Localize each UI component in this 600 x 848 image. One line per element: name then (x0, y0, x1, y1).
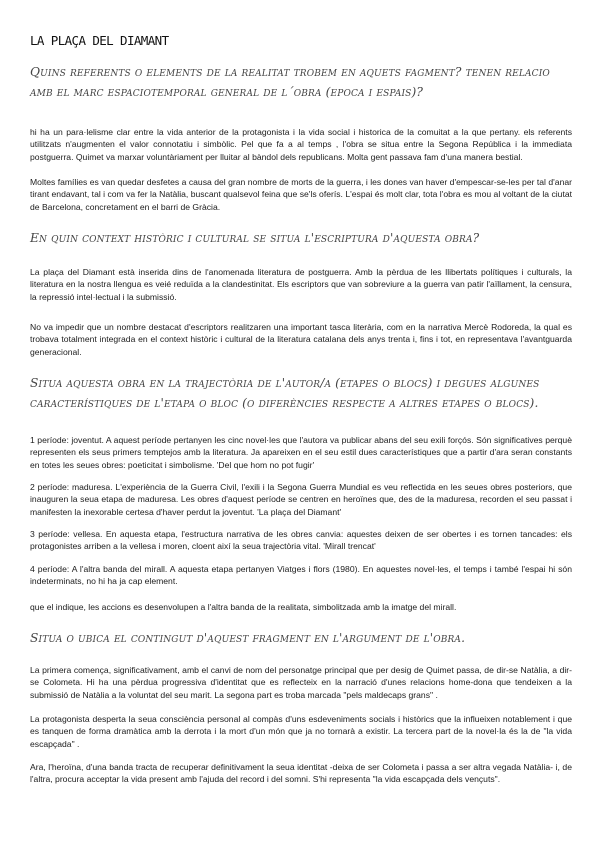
section-3-paragraph-3: 3 període: vellesa. En aquesta etapa, l'estructura narrativa de les obres canvia: aquestes deixen de ser obertes i es tornen tancades: els protagonistes arriben a la vellesa i moren, cloent així la seua trajectòria vital. 'Mirall trencat' (30, 529, 572, 552)
section-2-paragraph-1: La plaça del Diamant està inserida dins de l'anomenada literatura de postguerra. Amb la pèrdua de les llibertats polítiques i culturals, la literatura en la nostra llengua es veié reduïda a la clandestinitat. Els escriptors que van sobreviure a la guerra van patir l'aïllament, la censura, la repressió intel·lectual i la submissió. (30, 267, 572, 302)
section-2-paragraph-2: No va impedir que un nombre destacat d'escriptors realitzaren una important tasca literària, com en la narrativa Mercè Rodoreda, la qual es trobava totalment integrada en el context històric i cultural de la literatura catalana dels anys trenta i, fins i tot, en representava l'avantguarda generacional. (30, 322, 572, 357)
section-3-paragraph-5: que el indique, les accions es desenvolupen a l'altra banda de la realitata, simbolitzada amb la imatge del mirall. (30, 602, 457, 612)
section-4-heading: Situa o ubica el contingut d'aquest fragment en l'argument de l'obra. (30, 631, 466, 645)
section-4-paragraph-2: La protagonista desperta la seua consciència personal al compàs d'uns esdeveniments socials i històrics que la influeixen notablement i que es tanquen de forma dramàtica amb la derrota i la mort d'un món que ja no tornarà a existir. La tercera part de la novel·la és la de "la vida escapçada" . (30, 714, 572, 749)
section-1-heading: Quins referents o elements de la realitat trobem en aquets fagment? tenen relacio amb el marc espaciotemporal general de l´obra (epoca i espais)? (30, 65, 550, 99)
section-3-paragraph-4: 4 període: A l'altra banda del mirall. A aquesta etapa pertanyen Viatges i flors (1980). En aquestes novel·les, el temps i també l'espai hi són indeterminats, no hi ha ja cap element. (30, 564, 572, 587)
section-1-paragraph-1: hi ha un para·lelisme clar entre la vida anterior de la protagonista i la vida social i historica de la comuitat a la que pertany. els referents utilitzats n'augmenten el valor connotatiu i simbòlic. Pel que fa a al temps , l'obra se situa entre la Segona República i la immediata postguerra. Quimet va marxar voluntàriament per lluitar al bàndol dels republicans. Molta gent passava fam d'una manera bestial. (30, 127, 572, 162)
section-3-paragraph-2: 2 període: maduresa. L'experiència de la Guerra Civil, l'exili i la Segona Guerra Mundial es veu reflectida en les seues obres posteriors, que inauguren la seua etapa de maduresa. Les obres d'aquest període se centren en heroïnes que, des de la maduresa, recorden el seu passat i manifesten la inexorable certesa d'haver perdut la joventut. 'La plaça del Diamant' (30, 482, 572, 517)
section-4-paragraph-1: La primera comença, significativament, amb el canvi de nom del personatge principal que per desig de Quimet passa, de dir-se Natàlia, a dir-se Colometa. Hi ha una pèrdua progressiva d'identitat que es reflecteix en la narració d'unes relacions home-dona que tendeixen a la submissió de Natàlia a la voluntat del seu marit. La segona part es troba marcada "pels maldecaps grans" . (30, 665, 572, 700)
section-3-paragraph-1: 1 període: joventut. A aquest període pertanyen les cinc novel·les que l'autora va publicar abans del seu exili forçós. Són significatives perquè representen els seus primers temptejos amb la literatura. Ja apareixen en el seu estil dues característiques que a partir d'ara seran constants en totes les seues obres: poeticitat i simbolisme. 'Del que hom no pot fugir' (30, 435, 572, 470)
document-title: LA PLAÇA DEL DIAMANT (30, 33, 169, 48)
section-4-paragraph-3: Ara, l'heroïna, d'una banda tracta de recuperar definitivament la seua identitat -deixa de ser Colometa i passa a ser altra vegada Natàlia- i, de l'altra, procura acceptar la vida present amb l'ajuda del record i del somni. S'hi representa "la vida escapçada dels vençuts". (30, 762, 572, 785)
section-3-heading: Situa aquesta obra en la trajectòria de l'autor/a (etapes o blocs) i degues algunes característiques de l'etapa o bloc (o diferències respecte a altres etapes o blocs). (30, 376, 540, 410)
section-2-heading: En quin context històric i cultural se situa l'escriptura d'aquesta obra? (30, 231, 480, 245)
section-1-paragraph-2: Moltes famílies es van quedar desfetes a causa del gran nombre de morts de la guerra, i les dones van haver d'empescar-se-les per tal d'anar tirant endavant, tal i com va fer la Natàlia, buscant qualsevol feina que se'ls oferís. L'espai és molt clar, tota l'obra es mou al voltant de la ciutat de Barcelona, concretament en el barri de Gràcia. (30, 177, 572, 212)
